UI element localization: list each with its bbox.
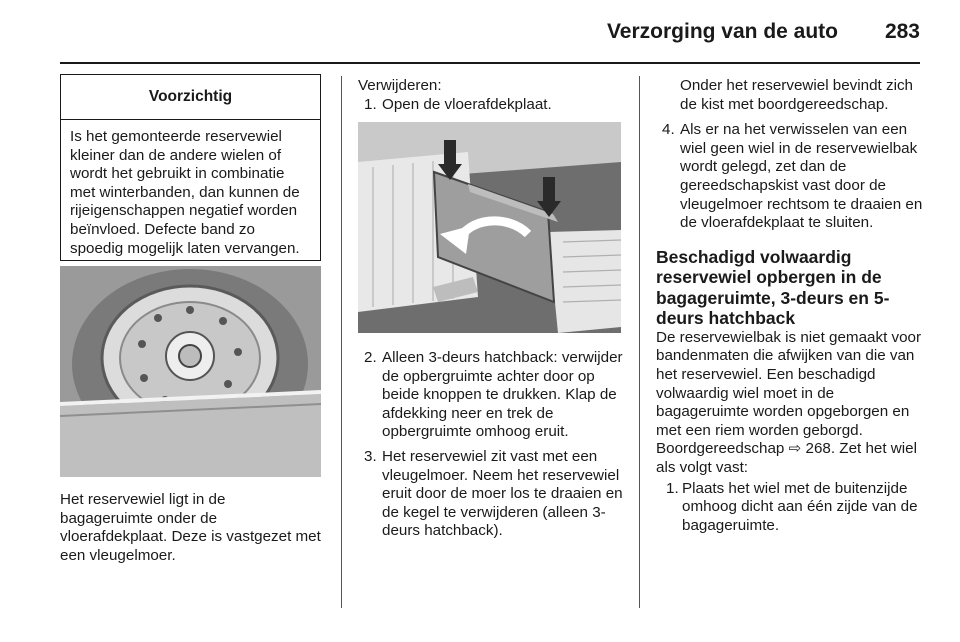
step-text: Plaats het wiel met de buitenzijde omhoog dicht aan één zijde van de bagageruimte. (682, 479, 918, 534)
column-divider (639, 76, 640, 608)
step-text: Het reservewiel zit vast met een vleugelmoer. Neem het reservewiel eruit door de moer los te draaien en de kegel te verwijderen (alleen 3-deurs hatchback). (382, 447, 623, 540)
caution-box (60, 74, 321, 261)
storage-column (656, 77, 926, 535)
caution-text: Is het gemonteerde reservewiel kleiner dan de andere wielen of wordt het gebruikt in combinatie met winterbanden, dan kunnen de rijeigenschappen negatief worden beïnvloed. Defecte band zo spoedig mogelijk laten vervangen. (70, 128, 300, 257)
toolbox-note: Onder het reservewiel bevindt zich de kist met boordgereedschap. (680, 77, 913, 113)
step-number: 2. (364, 349, 377, 366)
spare-wheel-description: Het reservewiel ligt in de bagageruimte onder de vloerafdekplaat. Deze is vastgezet met een vleugelmoer. (60, 491, 321, 564)
step-number: 3. (364, 447, 377, 465)
step-number: 4. (662, 121, 675, 139)
step-text: Open de vloerafdekplaat. (382, 95, 552, 113)
caution-title: Voorzichtig (61, 75, 320, 120)
page-number: 283 (884, 20, 920, 43)
step-text: Alleen 3-deurs hatchback: verwijder de opbergruimte achter door op beide knoppen te drukken. Klap de afdekking neer en trek de opbergruimte omhoog eruit. (382, 349, 623, 441)
section-paragraph: De reservewielbak is niet gemaakt voor bandenmaten die afwijken van die van het reservewiel. Een beschadigd volwaardig wiel moet in de bagageruimte worden opgeborgen en met een riem worden geborgd. Boordgereedschap ⇨ 268. Zet het wiel als volgt vast: (656, 328, 922, 476)
spare-wheel-illustration (60, 266, 321, 477)
step-number: 1. (364, 95, 377, 113)
header-rule (60, 62, 920, 64)
step-item (656, 480, 926, 536)
removal-column (358, 77, 626, 114)
floor-cover-illustration (358, 122, 621, 333)
page-header-title: Verzorging van de auto (606, 20, 838, 43)
step-text: Als er na het verwisselen van een wiel geen wiel in de reservewielbak wordt gelegd, zet dan de gereedschapskist vast door de vleugelmoer rechtsom te draaien en de vloerafdekplaat te sluiten. (680, 121, 923, 232)
section-heading: Beschadigd volwaardig reservewiel opbergen in de bagageruimte, 3-deurs en 5-deurs hatchback (656, 246, 890, 329)
step-item (358, 448, 626, 541)
column-divider (341, 76, 342, 608)
step-number: 1. (666, 479, 679, 497)
removal-steps-continued (358, 349, 626, 541)
step-item (358, 96, 626, 115)
step-item (656, 121, 926, 233)
removal-intro: Verwijderen: (358, 77, 442, 94)
step-item (358, 349, 626, 442)
